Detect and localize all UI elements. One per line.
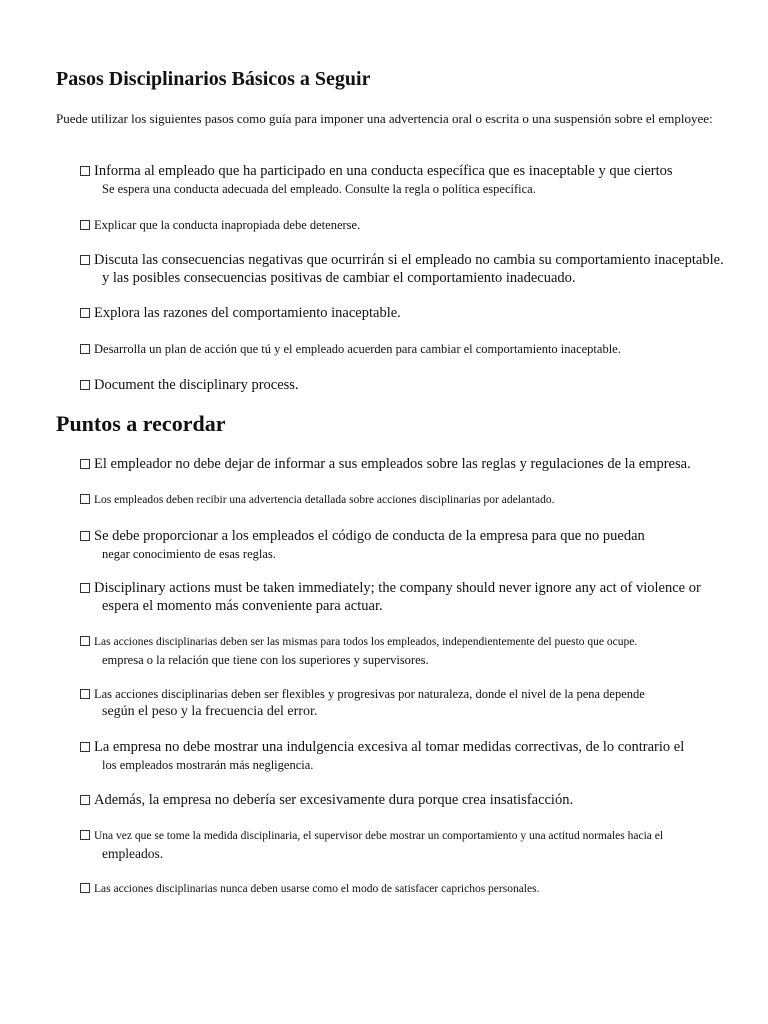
list-item-text: Una vez que se tome la medida disciplinaria, el supervisor debe mostrar un comportamiento y una actitud normales hacia el [94,830,664,842]
checkbox-bullet-icon [80,459,90,469]
checkbox-bullet-icon [80,255,90,265]
list-item-text: Las acciones disciplinarias deben ser flexibles y progresivas por naturaleza, donde el nivel de la pena depende [94,687,645,701]
intro-paragraph: Puede utilizar los siguientes pasos como guía para imponer una advertencia oral o escrita o una suspensión sobre el employee: [56,111,713,126]
list-item-text: La empresa no debe mostrar una indulgencia excesiva al tomar medidas correctivas, de lo contrario el [94,739,685,755]
section-title-disciplinary-steps: Pasos Disciplinarios Básicos a Seguir [56,68,371,90]
list-item [80,376,768,394]
checkbox-bullet-icon [80,795,90,805]
list-item-text: Explora las razones del comportamiento inaceptable. [94,305,401,321]
list-item-continuation: Se espera una conducta adecuada del empleado. Consulte la regla o política específica. [102,182,536,196]
list-item [80,791,768,809]
list-item [80,738,768,774]
checkbox-bullet-icon [80,380,90,390]
list-item-text: Disciplinary actions must be taken immediately; the company should never ignore any act of violence or [94,580,701,596]
list-item-text: Las acciones disciplinarias nunca deben usarse como el modo de satisfacer caprichos personales. [94,883,540,895]
checkbox-bullet-icon [80,689,90,699]
list-item-continuation: según el peso y la frecuencia del error. [102,704,318,719]
section-title-points-to-remember: Puntos a recordar [56,411,226,436]
list-item [80,491,768,509]
list-item [80,162,768,198]
list-item-text: Explicar que la conducta inapropiada debe detenerse. [94,218,361,232]
list-item [80,216,768,234]
checkbox-bullet-icon [80,494,90,504]
checkbox-bullet-icon [80,742,90,752]
list-item [80,633,768,669]
list-item-continuation: los empleados mostrarán más negligencia. [102,758,314,772]
list-item-text: Informa al empleado que ha participado en una conducta específica que es inaceptable y que ciertos [94,163,673,179]
list-item [80,827,768,863]
list-item-text: Además, la empresa no debería ser excesivamente dura porque crea insatisfacción. [94,792,574,808]
checkbox-bullet-icon [80,344,90,354]
checkbox-bullet-icon [80,166,90,176]
list-item-continuation: espera el momento más conveniente para actuar. [102,598,383,614]
checkbox-bullet-icon [80,220,90,230]
list-item [80,251,768,287]
list-item-text: Se debe proporcionar a los empleados el código de conducta de la empresa para que no puedan [94,528,645,544]
checkbox-bullet-icon [80,883,90,893]
list-item [80,579,768,615]
list-item-continuation: negar conocimiento de esas reglas. [102,547,276,561]
list-item-text: El empleador no debe dejar de informar a sus empleados sobre las reglas y regulaciones de la empresa. [94,456,691,472]
list-item [80,880,768,898]
list-item [80,304,768,322]
checkbox-bullet-icon [80,531,90,541]
checkbox-bullet-icon [80,830,90,840]
list-item-continuation: empresa o la relación que tiene con los superiores y supervisores. [102,653,429,667]
list-item-text: Discuta las consecuencias negativas que ocurrirán si el empleado no cambia su comportamiento inaceptable. [94,252,724,268]
list-item-text: Las acciones disciplinarias deben ser las mismas para todos los empleados, independientemente del puesto que ocupe. [94,636,638,648]
list-item-text: Document the disciplinary process. [94,377,299,393]
list-item [80,527,768,563]
checkbox-bullet-icon [80,308,90,318]
list-item-text: Los empleados deben recibir una advertencia detallada sobre acciones disciplinarias por adelantado. [94,494,555,506]
list-item-continuation: y las posibles consecuencias positivas de cambiar el comportamiento inadecuado. [102,270,576,286]
list-item [80,455,768,473]
checkbox-bullet-icon [80,583,90,593]
list-item [80,340,768,358]
list-item-text: Desarrolla un plan de acción que tú y el empleado acuerden para cambiar el comportamiento inaceptable. [94,342,621,356]
list-item-continuation: empleados. [102,846,164,861]
list-item [80,685,768,721]
checkbox-bullet-icon [80,636,90,646]
